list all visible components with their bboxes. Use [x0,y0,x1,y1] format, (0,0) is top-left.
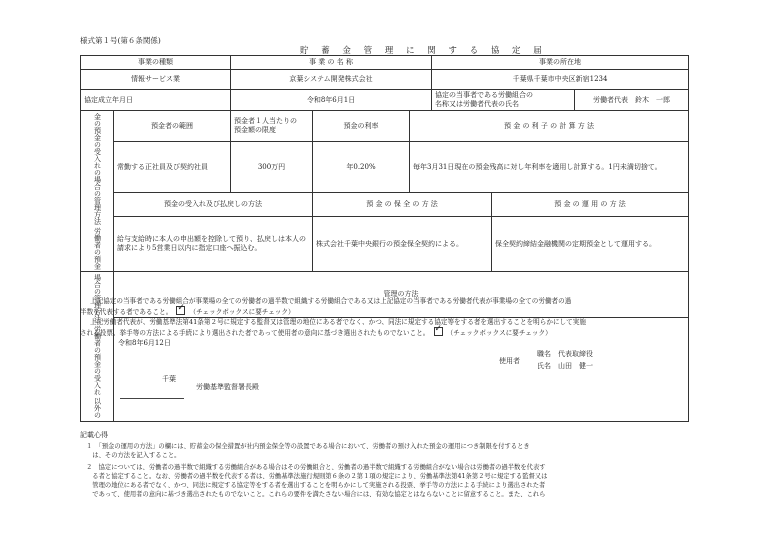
remark-2 [80,463,700,499]
operation-method-label: 預 金 の 運 用 の 方 法 [492,193,689,217]
limit-label [231,111,313,142]
remark-1-line-a: １ 「預金の運用の方法」の欄には、貯蓄金の保全措置が社内預金保全等の設置である場合において、労働者の預け入れた預金の運用につき制限を付するとき [86,443,530,450]
side-label-1: 金の預金の受入れの場合の管理方法 [93,113,102,225]
receipt-method-label: 預金の受入れ及び払戻しの方法 [114,193,313,217]
side-label-3: 場合の管理方法 [93,274,102,324]
submission-date: 令和8年6月12日 [118,339,171,347]
confirmation-note-1 [80,297,700,317]
employer-name: 氏名 山田 健一 [537,362,593,370]
agreement-date-label: 協定成立年月日 [81,90,231,111]
signature-line [120,398,184,399]
receipt-method-value: 給与支給時に本人の申出額を控除して預り、払戻しは本人の請求により5営業日以内に指定口座へ振込む。 [114,216,313,271]
side-label-2: 労働者の預金 [93,227,102,270]
business-name-value: 京葉システム開発株式会社 [231,70,432,90]
remark-1-line-b: は、その方法を記入すること。 [86,452,181,459]
business-type-value: 情報サービス業 [81,70,231,90]
section-deposit-side-label [81,111,114,272]
side-label-5: 以外の [93,397,102,419]
limit-label-line-2: 預金額の限度 [234,126,276,135]
checkbox-1-hint: （チェックボックスに要チェック） [189,308,295,316]
worker-representative: 労働者代表 鈴木 一郎 [575,90,689,111]
union-label-line-2: 名称又は労働者代表の氏名 [435,100,520,108]
business-type-label: 事業の種類 [81,56,231,70]
employer-title: 職名 代表取締役 [537,350,593,358]
business-location-value: 千葉県千葉市中央区新宿1234 [432,70,689,90]
employer-label: 使用者 [499,357,520,365]
note-1-text: 半数を代表する者であること。 [80,308,173,316]
remark-1 [80,442,700,460]
document-title: 貯 蓄 金 管 理 に 関 す る 協 定 届 [300,46,547,56]
remark-2-line-c: 管理の地位にある者でなく、かつ、同法に規定する協定等をする者を選出することを明らかにして実施される投票、挙手等の方法による手続により選出された者 [86,482,546,489]
note-2-line-a: 上記労働者代表が、労働基準法第41条第２号に規定する監督又は管理の地位にある者でなく、かつ、同法に規定する協定等をする者を選出することを明らかにして実施 [90,318,586,326]
preservation-method-value: 株式会社千葉中央銀行の預金保全契約による。 [313,216,492,271]
office-city: 千葉 [162,375,176,383]
agreement-table [80,55,689,422]
scope-value: 常勤する正社員及び契約社員 [114,142,231,193]
interest-method-label: 預 金 の 利 子 の 計 算 方 法 [410,111,689,142]
limit-label-line-1: 預金者１人当たりの [234,117,297,126]
union-label-line-1: 協定の当事者である労働組合の [435,91,534,99]
union-label [432,90,575,111]
management-method-label: 管理の方法 [114,272,689,318]
remark-2-line-b: る者と協定すること。なお、労働者の過半数を代表する者は、労働基準法施行規則第６条の２第１項の規定により、労働基準法第41条第２号に規定する監督又は [86,473,548,480]
office-name: 労働基準監督署長殿 [196,383,259,391]
side-label-4: 労働者の預金の受入れ [93,325,102,396]
limit-value: 300万円 [231,142,313,193]
checkbox-2[interactable] [434,324,443,336]
scope-label: 預金者の範囲 [114,111,231,142]
section-other-side-label [81,272,114,421]
confirmation-note-2 [80,318,700,338]
note-1-line-b [80,303,700,317]
checkbox-1[interactable] [176,303,185,315]
checkbox-2-hint: （チェックボックスに要チェック） [446,329,552,337]
check-mark-icon: ✓ [434,324,443,334]
interest-method-value: 毎年3月31日現在の預金残高に対し年利率を適用し計算する。1円未満切捨て。 [410,142,689,193]
remark-2-line-d: であって、使用者の意向に基づき選出されたものでないこと。これらの要件を満たさない場合には、有効な協定とはならないことに留意すること。また、これら [86,491,546,498]
form-number: 様式第１号(第６条関係) [80,36,161,45]
rate-label: 預金の利率 [313,111,410,142]
agreement-date-value: 令和8年6月1日 [231,90,432,111]
preservation-method-label: 預 金 の 保 全 の 方 法 [313,193,492,217]
note-2-text: される投票、挙手等の方法による手続により選出された者であって使用者の意向に基づき選出されたものでないこと。 [80,329,430,337]
operation-method-value: 保全契約締結金融機関の定期預金として運用する。 [492,216,689,271]
business-location-label: 事業の所在地 [432,56,689,70]
rate-value: 年0.20% [313,142,410,193]
note-1-line-a: 上記協定の当事者である労働組合が事業場の全ての労働者の過半数で組織する労働組合である又は上記協定の当事者である労働者代表が事業場の全ての労働者の過 [90,297,572,305]
note-2-line-b [80,324,700,338]
remark-2-line-a: ２ 協定については、労働者の過半数で組織する労働組合がある場合はその労働組合と、労働者の過半数で組織する労働組合がない場合は労働者の過半数を代表す [86,464,546,471]
business-name-label: 事 業 の 名 称 [231,56,432,70]
remarks-heading: 記載心得 [80,431,108,439]
check-mark-icon: ✓ [177,303,185,313]
